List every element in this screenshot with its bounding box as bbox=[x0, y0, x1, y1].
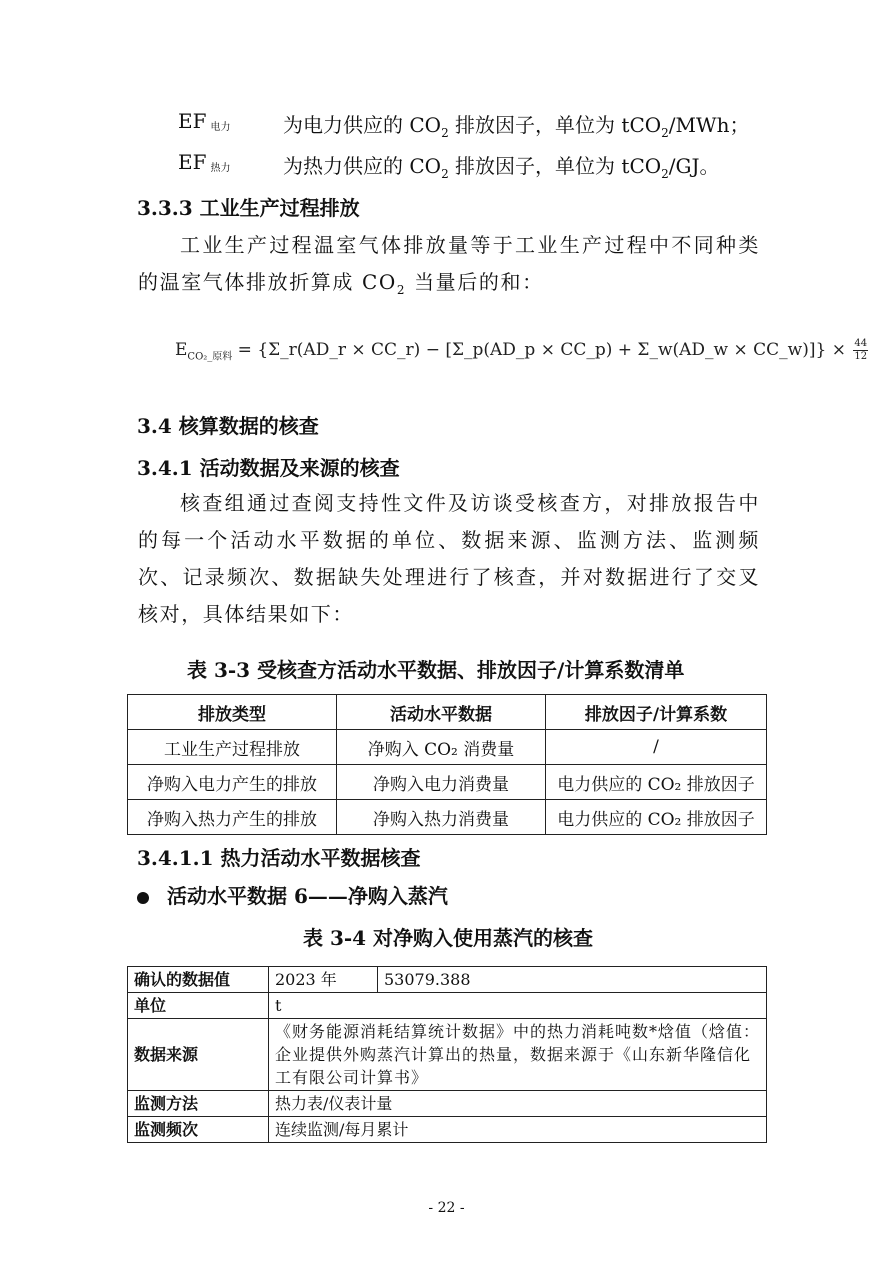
table-34 bbox=[127, 966, 767, 1143]
table-key-cell: 确认的数据值 bbox=[128, 967, 269, 993]
ef-electricity-symbol: EF $_{电力}$ bbox=[178, 109, 231, 133]
table-header-cell: 排放类型 bbox=[128, 695, 337, 730]
table-cell-value: 热力表/仪表计量 bbox=[269, 1091, 767, 1117]
table-cell: 净购入热力消费量 bbox=[337, 800, 546, 835]
table-33-caption: 表 3-3 受核查方活动水平数据、排放因子/计算系数清单 bbox=[187, 658, 685, 682]
table-34-caption: 表 3-4 对净购入使用蒸汽的核查 bbox=[303, 926, 594, 950]
table-33 bbox=[127, 694, 767, 835]
bullet-dot-icon bbox=[137, 892, 149, 904]
fraction-44-12: $\frac{44}{12}$ bbox=[854, 338, 868, 362]
table-cell: 净购入电力产生的排放 bbox=[128, 765, 337, 800]
page-number: - 22 - bbox=[428, 1200, 465, 1216]
table-row bbox=[128, 730, 767, 765]
table-header-cell: 排放因子/计算系数 bbox=[546, 695, 767, 730]
ef-heat-symbol: EF $_{热力}$ bbox=[178, 150, 231, 174]
ef-heat-definition: 为热力供应的 $CO_2$ 排放因子，单位为 tCO$_2$/GJ。 bbox=[283, 154, 720, 181]
table-header-cell: 活动水平数据 bbox=[337, 695, 546, 730]
table-cell: 净购入电力消费量 bbox=[337, 765, 546, 800]
table-row bbox=[128, 800, 767, 835]
table-row bbox=[128, 1019, 767, 1091]
table-key-cell: 监测方法 bbox=[128, 1091, 269, 1117]
table-cell: 工业生产过程排放 bbox=[128, 730, 337, 765]
section-heading-333: 3.3.3 工业生产过程排放 bbox=[137, 196, 360, 220]
table-cell: 净购入热力产生的排放 bbox=[128, 800, 337, 835]
table-cell-value: 53079.388 bbox=[378, 967, 767, 993]
table-row bbox=[128, 967, 767, 993]
table-cell-value: 连续监测/每月累计 bbox=[269, 1117, 767, 1143]
table-cell: / bbox=[546, 730, 767, 765]
section-heading-3411: 3.4.1.1 热力活动水平数据核查 bbox=[137, 846, 421, 870]
table-header-row bbox=[128, 695, 767, 730]
emission-formula: $E_{CO_2\_原料}$ = {Σ_r(AD_r × CC_r) − [Σ_p(AD_p × CC_p) + Σ_w(AD_w × CC_w)]} × $\frac{44}{12}$ bbox=[175, 338, 868, 363]
table-row bbox=[128, 1117, 767, 1143]
table-cell: 净购入 CO₂ 消费量 bbox=[337, 730, 546, 765]
table-key-cell: 监测频次 bbox=[128, 1117, 269, 1143]
table-key-cell: 数据来源 bbox=[128, 1019, 269, 1091]
section-333-paragraph: 工业生产过程温室气体排放量等于工业生产过程中不同种类的温室气体排放折算成 $CO_2$ 当量后的和： bbox=[138, 233, 760, 297]
bullet-item: 活动水平数据 6——净购入蒸汽 bbox=[137, 880, 448, 909]
table-cell-year: 2023 年 bbox=[269, 967, 378, 993]
table-row bbox=[128, 765, 767, 800]
ef-electricity-definition: 为电力供应的 $CO_2$ 排放因子，单位为 tCO$_2$/MWh； bbox=[283, 113, 750, 140]
section-heading-341: 3.4.1 活动数据及来源的核查 bbox=[137, 456, 400, 480]
table-cell: 电力供应的 CO₂ 排放因子 bbox=[546, 765, 767, 800]
table-cell: 电力供应的 CO₂ 排放因子 bbox=[546, 800, 767, 835]
section-heading-34: 3.4 核算数据的核查 bbox=[137, 414, 319, 438]
table-cell-value: 《财务能源消耗结算统计数据》中的热力消耗吨数*焓值（焓值：企业提供外购蒸汽计算出的热量，数据来源于《山东新华隆信化工有限公司计算书》 bbox=[269, 1019, 767, 1091]
table-row bbox=[128, 1091, 767, 1117]
section-341-paragraph: 核查组通过查阅支持性文件及访谈受核查方，对排放报告中的每一个活动水平数据的单位、数据来源、监测方法、监测频次、记录频次、数据缺失处理进行了核查，并对数据进行了交叉核对，具体结果如下： bbox=[138, 491, 760, 626]
table-cell-value: t bbox=[269, 993, 767, 1019]
table-row bbox=[128, 993, 767, 1019]
table-key-cell: 单位 bbox=[128, 993, 269, 1019]
